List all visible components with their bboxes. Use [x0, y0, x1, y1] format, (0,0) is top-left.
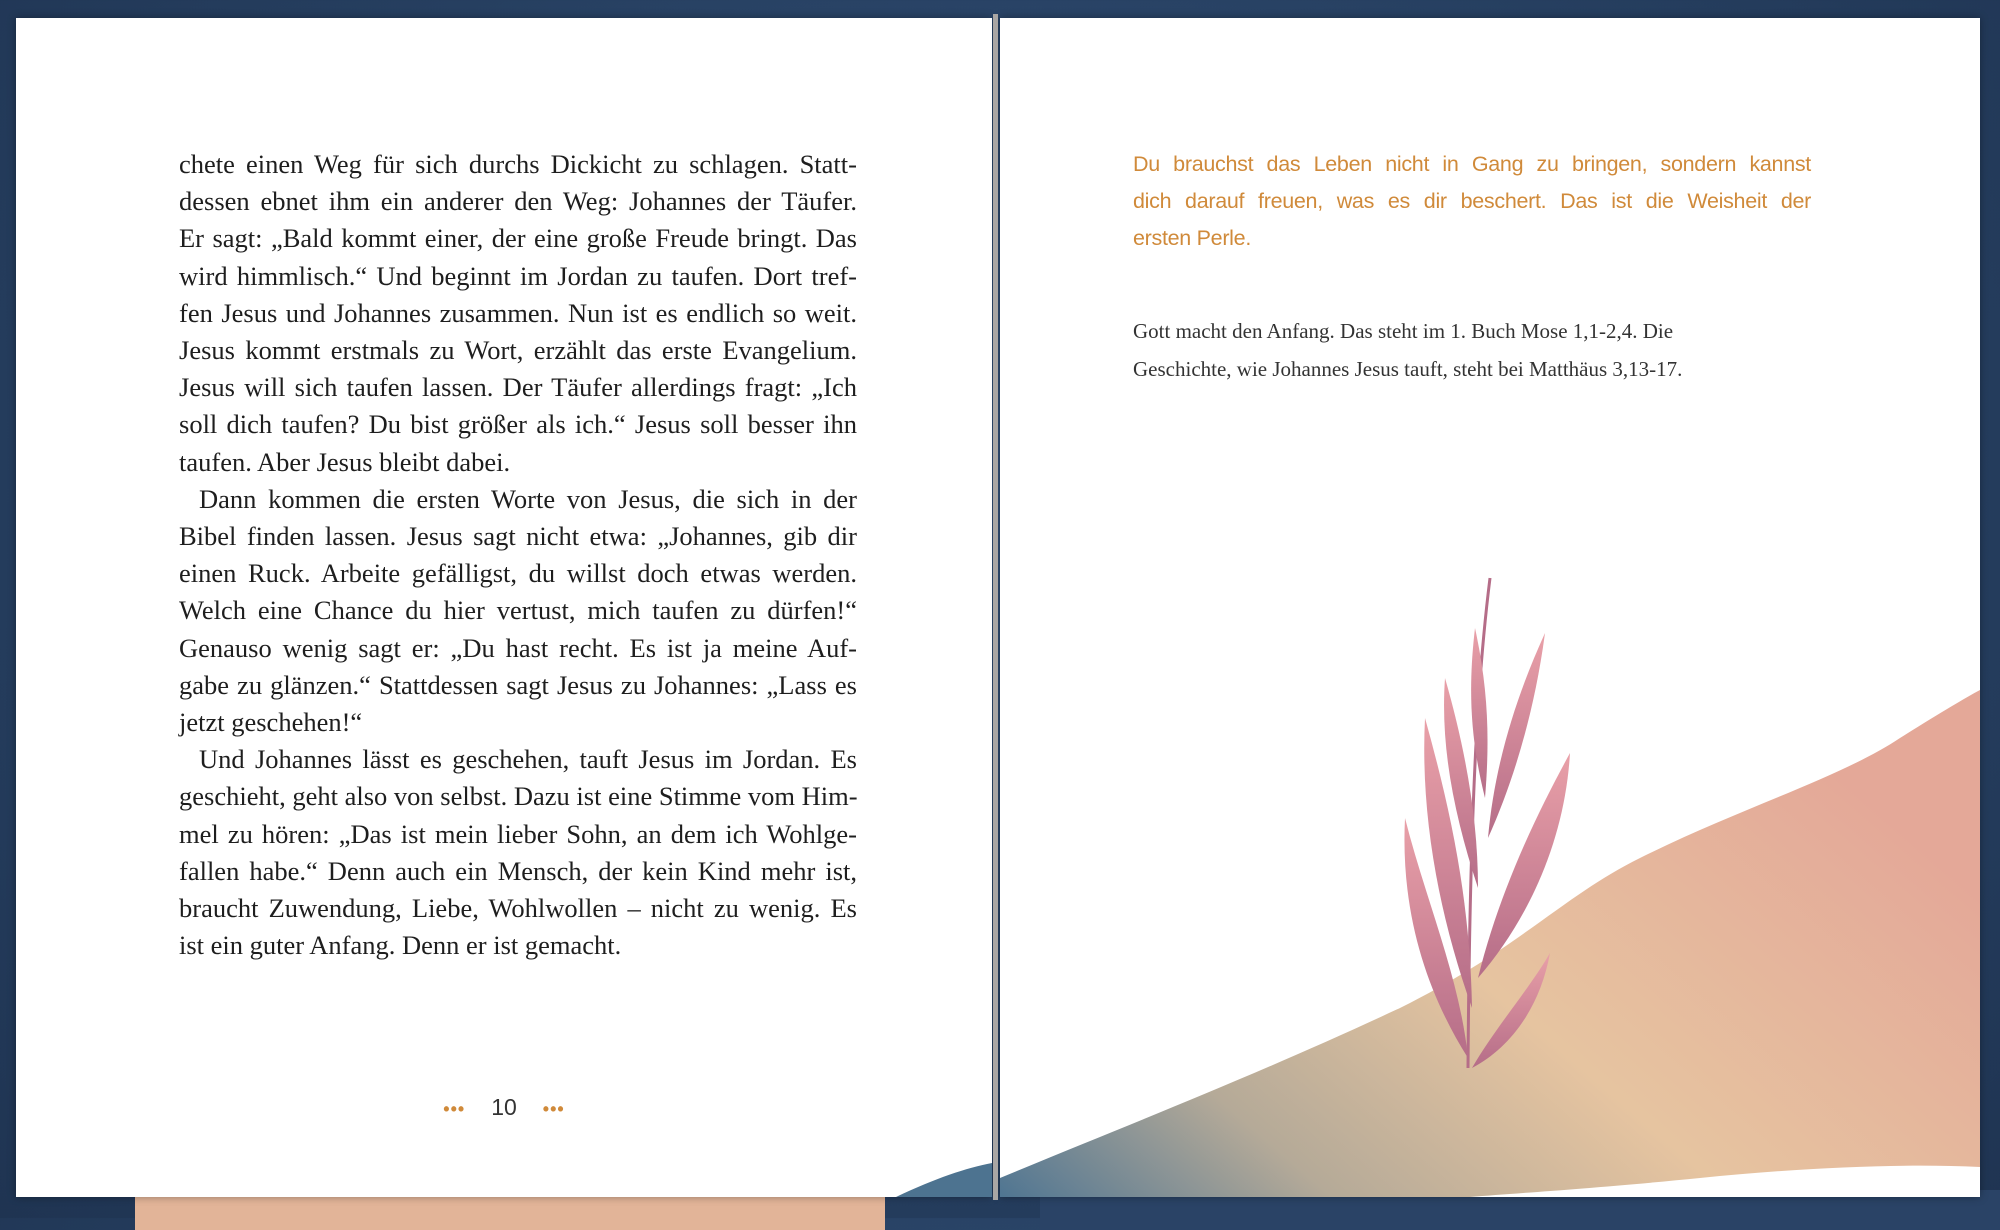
text-line: Jesus will sich taufen lassen. Der Täufer allerdings fragt: „Ich [179, 372, 857, 403]
quote-line: dich darauf freuen, was es dir beschert. Das ist die Weisheit der [1133, 189, 1811, 213]
text-line: fallen habe.“ Denn auch ein Mensch, der kein Kind mehr ist, [179, 855, 857, 886]
text-line: Und Johannes lässt es geschehen, tauft Jesus im Jordan. Es [199, 744, 857, 775]
reference-line: Geschichte, wie Johannes Jesus tauft, steht bei Matthäus 3,13-17. [1133, 357, 1683, 381]
text-line: wird himmlisch.“ Und beginnt im Jordan zu taufen. Dort tref- [179, 260, 857, 291]
body-text [179, 146, 857, 964]
highlight-quote [1133, 146, 1811, 257]
text-line: ist ein guter Anfang. Denn er ist gemacht. [179, 930, 622, 961]
text-line: einen Ruck. Arbeite gefälligst, du willst doch etwas werden. [179, 558, 857, 589]
text-line: Jesus kommt erstmals zu Wort, erzählt das erste Evangelium. [179, 335, 857, 366]
page-dots-right: ••• [542, 1099, 565, 1119]
page-number: 10 [491, 1094, 517, 1120]
page-dots-left: ••• [443, 1099, 466, 1119]
text-line: Bibel finden lassen. Jesus sagt nicht etwa: „Johannes, gib dir [179, 521, 857, 552]
text-line: braucht Zuwendung, Liebe, Wohlwollen – nicht zu wenig. Es [179, 893, 857, 924]
text-line: geschieht, geht also von selbst. Dazu ist eine Stimme vom Him- [179, 781, 858, 812]
text-line: Er sagt: „Bald kommt einer, der eine große Freude bringt. Das [179, 223, 857, 254]
reference-line: Gott macht den Anfang. Das steht im 1. Buch Mose 1,1-2,4. Die [1133, 319, 1674, 343]
text-line: soll dich taufen? Du bist größer als ich.“ Jesus soll besser ihn [179, 409, 857, 440]
text-line: dessen ebnet ihm ein anderer den Weg: Johannes der Täufer. [179, 186, 857, 217]
page-number-footer [16, 1094, 992, 1121]
left-page [16, 18, 992, 1197]
scripture-reference [1133, 312, 1773, 388]
text-line: jetzt geschehen!“ [179, 707, 363, 738]
text-line: gabe zu glänzen.“ Stattdessen sagt Jesus zu Johannes: „Lass es [179, 669, 857, 700]
text-line: chete einen Weg für sich durchs Dickicht zu schlagen. Statt- [179, 149, 857, 179]
right-page [1000, 18, 1980, 1197]
book-spine [993, 14, 998, 1200]
text-line: Welch eine Chance du hier vertust, mich taufen zu dürfen!“ [179, 595, 857, 626]
quote-line: ersten Perle. [1133, 226, 1251, 250]
text-line: fen Jesus und Johannes zusammen. Nun ist es endlich so weit. [179, 297, 857, 328]
text-line: Dann kommen die ersten Worte von Jesus, die sich in der [199, 483, 857, 514]
text-line: Genauso wenig sagt er: „Du hast recht. Es ist ja meine Auf- [179, 632, 857, 663]
text-line: taufen. Aber Jesus bleibt dabei. [179, 446, 511, 477]
text-line: mel zu hören: „Das ist mein lieber Sohn, an dem ich Wohlge- [179, 818, 857, 849]
quote-line: Du brauchst das Leben nicht in Gang zu bringen, sondern kannst [1133, 152, 1811, 176]
